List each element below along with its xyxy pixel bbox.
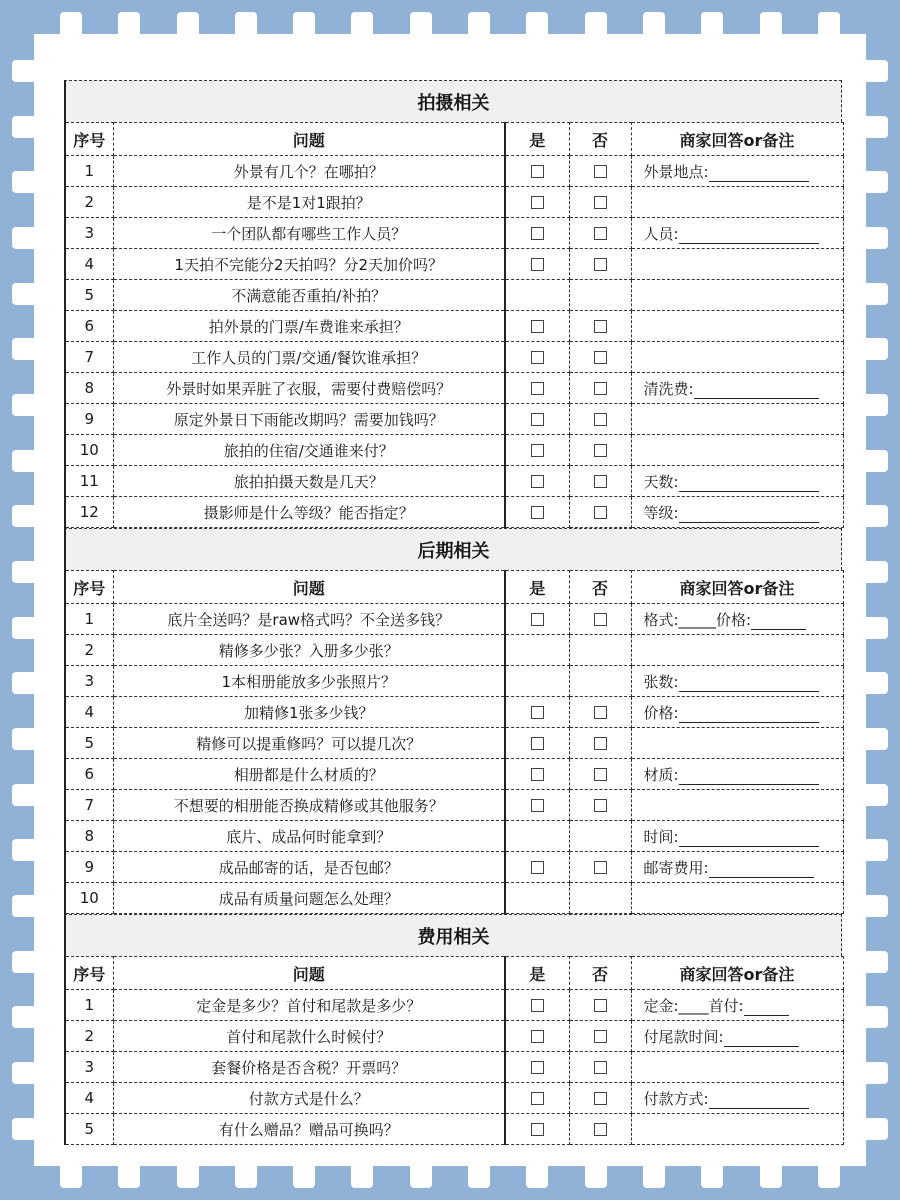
table-row (65, 218, 843, 249)
no-checkbox[interactable] (594, 768, 607, 781)
yes-cell (505, 218, 569, 249)
yes-checkbox[interactable] (531, 444, 544, 457)
note-label: 等级: (643, 503, 679, 522)
row-number: 7 (65, 342, 113, 373)
row-question: 1天拍不完能分2天拍吗？分2天加价吗？ (113, 249, 505, 280)
yes-cell (505, 1114, 569, 1145)
note-cell (631, 759, 843, 790)
row-number: 3 (65, 1052, 113, 1083)
header-note: 商家回答or备注 (631, 123, 843, 156)
row-question: 套餐价格是否含税？开票吗？ (113, 1052, 505, 1083)
no-cell (569, 373, 631, 404)
no-cell (569, 156, 631, 187)
table-row (65, 1021, 843, 1052)
table-header-row (65, 957, 843, 990)
note-blank-line[interactable] (679, 833, 819, 847)
table-row (65, 604, 843, 635)
note-label: 张数: (643, 672, 679, 691)
table-row (65, 759, 843, 790)
row-number: 6 (65, 759, 113, 790)
row-question: 是不是1对1跟拍？ (113, 187, 505, 218)
table-row (65, 697, 843, 728)
yes-cell (505, 342, 569, 373)
yes-cell (505, 666, 569, 697)
row-number: 1 (65, 604, 113, 635)
row-number: 9 (65, 404, 113, 435)
table-row (65, 187, 843, 218)
note-label: 定金:____首付: (643, 996, 744, 1015)
table-row (65, 280, 843, 311)
section-title: 后期相关 (64, 528, 842, 570)
no-checkbox[interactable] (594, 382, 607, 395)
no-cell (569, 852, 631, 883)
yes-cell (505, 249, 569, 280)
table-row (65, 852, 843, 883)
yes-cell (505, 1021, 569, 1052)
row-number: 5 (65, 1114, 113, 1145)
note-label: 格式:_____价格: (643, 610, 752, 629)
table-row (65, 728, 843, 759)
no-checkbox[interactable] (594, 999, 607, 1012)
yes-cell (505, 373, 569, 404)
yes-cell (505, 435, 569, 466)
row-question: 成品邮寄的话，是否包邮？ (113, 852, 505, 883)
row-question: 首付和尾款什么时候付？ (113, 1021, 505, 1052)
row-question: 不满意能否重拍/补拍？ (113, 280, 505, 311)
no-checkbox[interactable] (594, 196, 607, 209)
no-cell (569, 404, 631, 435)
row-number: 10 (65, 435, 113, 466)
yes-cell (505, 759, 569, 790)
no-cell (569, 1021, 631, 1052)
no-cell (569, 311, 631, 342)
no-cell (569, 604, 631, 635)
row-number: 7 (65, 790, 113, 821)
no-cell (569, 342, 631, 373)
checklist-table (64, 956, 844, 1145)
no-cell (569, 280, 631, 311)
no-checkbox[interactable] (594, 706, 607, 719)
row-question: 一个团队都有哪些工作人员？ (113, 218, 505, 249)
note-label: 人员: (643, 224, 679, 243)
note-label: 付尾款时间: (643, 1027, 724, 1046)
note-label: 天数: (643, 472, 679, 491)
row-question: 精修可以提重修吗？可以提几次？ (113, 728, 505, 759)
yes-cell (505, 790, 569, 821)
no-checkbox[interactable] (594, 258, 607, 271)
note-blank-line[interactable] (679, 478, 819, 492)
row-question: 外景有几个？在哪拍？ (113, 156, 505, 187)
no-checkbox[interactable] (594, 613, 607, 626)
no-cell (569, 697, 631, 728)
note-cell (631, 604, 843, 635)
note-cell (631, 666, 843, 697)
row-question: 成品有质量问题怎么处理？ (113, 883, 505, 914)
row-number: 4 (65, 697, 113, 728)
header-yes: 是 (505, 123, 569, 156)
table-row (65, 635, 843, 666)
yes-cell (505, 466, 569, 497)
note-cell (631, 728, 843, 759)
row-question: 旅拍的住宿/交通谁来付？ (113, 435, 505, 466)
row-question: 底片、成品何时能拿到？ (113, 821, 505, 852)
table-row (65, 666, 843, 697)
yes-cell (505, 1083, 569, 1114)
yes-cell (505, 697, 569, 728)
note-label: 付款方式: (643, 1089, 709, 1108)
note-label: 时间: (643, 827, 679, 846)
yes-checkbox[interactable] (531, 861, 544, 874)
row-number: 1 (65, 990, 113, 1021)
no-cell (569, 759, 631, 790)
table-row (65, 790, 843, 821)
checklist-sheet (64, 80, 842, 1139)
yes-checkbox[interactable] (531, 799, 544, 812)
no-checkbox[interactable] (594, 165, 607, 178)
yes-checkbox[interactable] (531, 1123, 544, 1136)
note-cell (631, 1114, 843, 1145)
row-number: 5 (65, 728, 113, 759)
note-cell (631, 821, 843, 852)
row-number: 4 (65, 1083, 113, 1114)
no-cell (569, 218, 631, 249)
no-cell (569, 466, 631, 497)
header-question: 问题 (113, 571, 505, 604)
no-cell (569, 883, 631, 914)
section-title: 费用相关 (64, 914, 842, 956)
row-question: 相册都是什么材质的？ (113, 759, 505, 790)
note-blank-line[interactable] (709, 168, 809, 182)
note-label: 价格: (643, 703, 679, 722)
no-cell (569, 790, 631, 821)
no-checkbox[interactable] (594, 1030, 607, 1043)
yes-cell (505, 156, 569, 187)
table-row (65, 990, 843, 1021)
row-number: 2 (65, 1021, 113, 1052)
header-note: 商家回答or备注 (631, 957, 843, 990)
yes-checkbox[interactable] (531, 258, 544, 271)
yes-checkbox[interactable] (531, 475, 544, 488)
row-number: 8 (65, 373, 113, 404)
row-number: 12 (65, 497, 113, 528)
table-row (65, 249, 843, 280)
no-cell (569, 435, 631, 466)
yes-cell (505, 187, 569, 218)
row-question: 旅拍拍摄天数是几天？ (113, 466, 505, 497)
note-blank-line[interactable] (694, 385, 819, 399)
checklist-table (64, 122, 844, 528)
yes-cell (505, 311, 569, 342)
header-yes: 是 (505, 571, 569, 604)
header-note: 商家回答or备注 (631, 571, 843, 604)
no-checkbox[interactable] (594, 1092, 607, 1105)
yes-checkbox[interactable] (531, 320, 544, 333)
no-checkbox[interactable] (594, 1061, 607, 1074)
note-cell (631, 156, 843, 187)
row-question: 定金是多少？首付和尾款是多少？ (113, 990, 505, 1021)
note-blank-line[interactable] (724, 1033, 799, 1047)
row-number: 9 (65, 852, 113, 883)
note-blank-line[interactable] (709, 1095, 809, 1109)
yes-checkbox[interactable] (531, 706, 544, 719)
yes-cell (505, 604, 569, 635)
table-row (65, 342, 843, 373)
yes-cell (505, 821, 569, 852)
yes-cell (505, 280, 569, 311)
no-checkbox[interactable] (594, 227, 607, 240)
note-cell (631, 1083, 843, 1114)
yes-checkbox[interactable] (531, 413, 544, 426)
yes-checkbox[interactable] (531, 165, 544, 178)
no-checkbox[interactable] (594, 799, 607, 812)
no-cell (569, 187, 631, 218)
no-cell (569, 666, 631, 697)
note-label: 材质: (643, 765, 679, 784)
yes-cell (505, 852, 569, 883)
header-no-col: 否 (569, 957, 631, 990)
note-cell (631, 852, 843, 883)
row-question: 精修多少张？入册多少张？ (113, 635, 505, 666)
no-cell (569, 497, 631, 528)
note-blank-line[interactable] (751, 616, 806, 630)
row-question: 外景时如果弄脏了衣服，需要付费赔偿吗？ (113, 373, 505, 404)
row-question: 1本相册能放多少张照片？ (113, 666, 505, 697)
note-blank-line[interactable] (679, 709, 819, 723)
table-row (65, 1083, 843, 1114)
row-question: 拍外景的门票/车费谁来承担？ (113, 311, 505, 342)
yes-cell (505, 497, 569, 528)
table-row (65, 156, 843, 187)
note-cell (631, 497, 843, 528)
note-blank-line[interactable] (679, 771, 819, 785)
no-checkbox[interactable] (594, 413, 607, 426)
note-label: 外景地点: (643, 162, 709, 181)
header-no: 序号 (65, 571, 113, 604)
note-blank-line[interactable] (679, 509, 819, 523)
yes-checkbox[interactable] (531, 1061, 544, 1074)
row-question: 付款方式是什么？ (113, 1083, 505, 1114)
no-checkbox[interactable] (594, 737, 607, 750)
table-row (65, 373, 843, 404)
yes-checkbox[interactable] (531, 737, 544, 750)
note-cell (631, 790, 843, 821)
table-row (65, 1052, 843, 1083)
header-no-col: 否 (569, 123, 631, 156)
row-number: 3 (65, 218, 113, 249)
yes-cell (505, 635, 569, 666)
note-blank-line[interactable] (744, 1002, 789, 1016)
table-header-row (65, 123, 843, 156)
no-cell (569, 1083, 631, 1114)
yes-checkbox[interactable] (531, 382, 544, 395)
row-question: 加精修1张多少钱？ (113, 697, 505, 728)
yes-checkbox[interactable] (531, 351, 544, 364)
yes-checkbox[interactable] (531, 1030, 544, 1043)
table-row (65, 404, 843, 435)
note-cell (631, 249, 843, 280)
yes-checkbox[interactable] (531, 196, 544, 209)
no-cell (569, 1052, 631, 1083)
row-number: 2 (65, 635, 113, 666)
row-question: 不想要的相册能否换成精修或其他服务？ (113, 790, 505, 821)
note-label: 邮寄费用: (643, 858, 709, 877)
header-question: 问题 (113, 957, 505, 990)
no-cell (569, 249, 631, 280)
no-cell (569, 635, 631, 666)
yes-checkbox[interactable] (531, 613, 544, 626)
note-blank-line[interactable] (709, 864, 814, 878)
note-cell (631, 1052, 843, 1083)
no-checkbox[interactable] (594, 861, 607, 874)
row-number: 8 (65, 821, 113, 852)
row-question: 原定外景日下雨能改期吗？需要加钱吗？ (113, 404, 505, 435)
no-cell (569, 990, 631, 1021)
no-cell (569, 1114, 631, 1145)
note-cell (631, 280, 843, 311)
row-question: 有什么赠品？赠品可换吗？ (113, 1114, 505, 1145)
section-title: 拍摄相关 (64, 80, 842, 122)
no-checkbox[interactable] (594, 351, 607, 364)
note-cell (631, 342, 843, 373)
table-row (65, 883, 843, 914)
yes-checkbox[interactable] (531, 768, 544, 781)
note-blank-line[interactable] (679, 230, 819, 244)
note-label: 清洗费: (643, 379, 694, 398)
table-row (65, 311, 843, 342)
note-cell (631, 635, 843, 666)
header-no: 序号 (65, 123, 113, 156)
note-cell (631, 466, 843, 497)
table-header-row (65, 571, 843, 604)
yes-cell (505, 728, 569, 759)
note-blank-line[interactable] (679, 678, 819, 692)
note-cell (631, 697, 843, 728)
note-cell (631, 373, 843, 404)
no-checkbox[interactable] (594, 444, 607, 457)
note-cell (631, 187, 843, 218)
note-cell (631, 1021, 843, 1052)
note-cell (631, 883, 843, 914)
header-no: 序号 (65, 957, 113, 990)
yes-cell (505, 404, 569, 435)
note-cell (631, 311, 843, 342)
row-number: 10 (65, 883, 113, 914)
note-cell (631, 218, 843, 249)
yes-cell (505, 1052, 569, 1083)
no-checkbox[interactable] (594, 475, 607, 488)
header-yes: 是 (505, 957, 569, 990)
row-number: 6 (65, 311, 113, 342)
yes-checkbox[interactable] (531, 1092, 544, 1105)
row-number: 5 (65, 280, 113, 311)
header-question: 问题 (113, 123, 505, 156)
row-number: 3 (65, 666, 113, 697)
row-question: 摄影师是什么等级？能否指定？ (113, 497, 505, 528)
yes-checkbox[interactable] (531, 999, 544, 1012)
row-number: 2 (65, 187, 113, 218)
note-cell (631, 435, 843, 466)
yes-checkbox[interactable] (531, 506, 544, 519)
row-question: 工作人员的门票/交通/餐饮谁承担？ (113, 342, 505, 373)
table-row (65, 497, 843, 528)
table-row (65, 466, 843, 497)
checklist-table (64, 570, 844, 914)
no-checkbox[interactable] (594, 1123, 607, 1136)
table-row (65, 821, 843, 852)
yes-checkbox[interactable] (531, 227, 544, 240)
note-cell (631, 990, 843, 1021)
note-cell (631, 404, 843, 435)
yes-cell (505, 990, 569, 1021)
table-row (65, 1114, 843, 1145)
no-cell (569, 821, 631, 852)
no-cell (569, 728, 631, 759)
no-checkbox[interactable] (594, 506, 607, 519)
row-number: 4 (65, 249, 113, 280)
row-number: 1 (65, 156, 113, 187)
yes-cell (505, 883, 569, 914)
header-no-col: 否 (569, 571, 631, 604)
row-number: 11 (65, 466, 113, 497)
row-question: 底片全送吗？是raw格式吗？不全送多钱？ (113, 604, 505, 635)
table-row (65, 435, 843, 466)
no-checkbox[interactable] (594, 320, 607, 333)
